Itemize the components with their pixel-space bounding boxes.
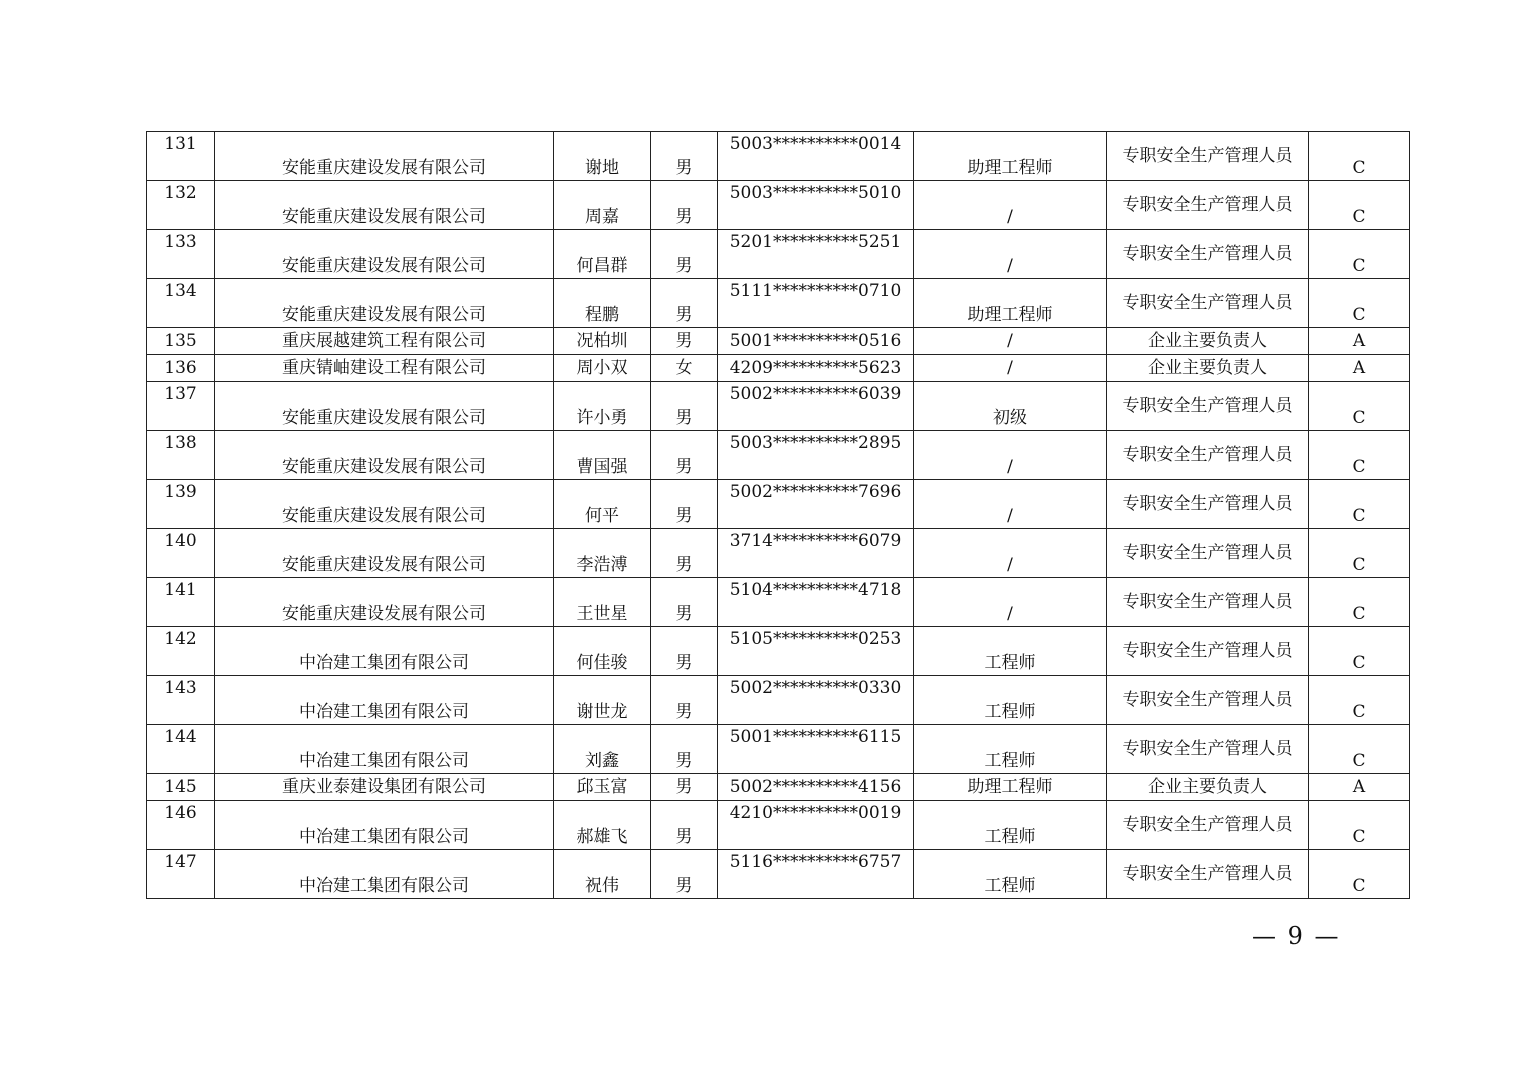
row-number-cell: 143 [147,676,215,725]
table-row [147,850,1410,899]
company-name-cell: 安能重庆建设发展有限公司 [215,230,554,279]
table-row [147,382,1410,431]
professional-title-cell: / [914,230,1107,279]
id-number-cell: 5002**********6039 [718,382,914,431]
row-number-cell: 147 [147,850,215,899]
person-name-cell: 何佳骏 [554,627,651,676]
category-grade-cell: A [1309,355,1410,382]
row-number-cell: 137 [147,382,215,431]
professional-title-cell: / [914,578,1107,627]
category-grade-cell: C [1309,676,1410,725]
position-cell: 专职安全生产管理人员 [1107,431,1309,480]
position-cell: 专职安全生产管理人员 [1107,578,1309,627]
id-number-cell: 3714**********6079 [718,529,914,578]
id-number-cell: 5104**********4718 [718,578,914,627]
category-grade-cell: A [1309,774,1410,801]
row-number-cell: 145 [147,774,215,801]
person-name-cell: 郝雄飞 [554,801,651,850]
position-cell: 专职安全生产管理人员 [1107,382,1309,431]
category-grade-cell: C [1309,431,1410,480]
position-cell: 专职安全生产管理人员 [1107,725,1309,774]
table-row [147,774,1410,801]
company-name-cell: 重庆展越建筑工程有限公司 [215,328,554,355]
company-name-cell: 安能重庆建设发展有限公司 [215,431,554,480]
table-row [147,801,1410,850]
person-name-cell: 曹国强 [554,431,651,480]
table-row [147,355,1410,382]
id-number-cell: 5001**********0516 [718,328,914,355]
position-cell: 企业主要负责人 [1107,774,1309,801]
table-row [147,181,1410,230]
position-cell: 专职安全生产管理人员 [1107,676,1309,725]
id-number-cell: 5003**********2895 [718,431,914,480]
row-number-cell: 139 [147,480,215,529]
gender-cell: 男 [651,850,718,899]
person-name-cell: 刘鑫 [554,725,651,774]
table-row [147,627,1410,676]
company-name-cell: 重庆锖岫建设工程有限公司 [215,355,554,382]
company-name-cell: 安能重庆建设发展有限公司 [215,132,554,181]
position-cell: 专职安全生产管理人员 [1107,480,1309,529]
table-row [147,578,1410,627]
id-number-cell: 5201**********5251 [718,230,914,279]
gender-cell: 男 [651,181,718,230]
category-grade-cell: C [1309,578,1410,627]
gender-cell: 男 [651,382,718,431]
professional-title-cell: / [914,431,1107,480]
professional-title-cell: / [914,529,1107,578]
id-number-cell: 5116**********6757 [718,850,914,899]
id-number-cell: 5002**********0330 [718,676,914,725]
row-number-cell: 144 [147,725,215,774]
person-name-cell: 李浩溥 [554,529,651,578]
gender-cell: 男 [651,230,718,279]
row-number-cell: 134 [147,279,215,328]
person-name-cell: 周小双 [554,355,651,382]
id-number-cell: 5003**********0014 [718,132,914,181]
table-row [147,132,1410,181]
person-name-cell: 王世星 [554,578,651,627]
gender-cell: 男 [651,725,718,774]
professional-title-cell: / [914,181,1107,230]
table-row [147,431,1410,480]
row-number-cell: 136 [147,355,215,382]
person-name-cell: 许小勇 [554,382,651,431]
row-number-cell: 138 [147,431,215,480]
company-name-cell: 安能重庆建设发展有限公司 [215,181,554,230]
professional-title-cell: / [914,480,1107,529]
gender-cell: 男 [651,279,718,328]
row-number-cell: 135 [147,328,215,355]
id-number-cell: 5111**********0710 [718,279,914,328]
professional-title-cell: / [914,355,1107,382]
professional-title-cell: 工程师 [914,627,1107,676]
company-name-cell: 中冶建工集团有限公司 [215,627,554,676]
person-name-cell: 邱玉富 [554,774,651,801]
gender-cell: 男 [651,627,718,676]
company-name-cell: 安能重庆建设发展有限公司 [215,382,554,431]
personnel-table [146,131,1410,899]
person-name-cell: 况柏圳 [554,328,651,355]
company-name-cell: 安能重庆建设发展有限公司 [215,529,554,578]
table-row [147,676,1410,725]
position-cell: 企业主要负责人 [1107,355,1309,382]
id-number-cell: 5002**********4156 [718,774,914,801]
position-cell: 企业主要负责人 [1107,328,1309,355]
table-row [147,230,1410,279]
company-name-cell: 安能重庆建设发展有限公司 [215,578,554,627]
id-number-cell: 4209**********5623 [718,355,914,382]
row-number-cell: 132 [147,181,215,230]
table-body [147,132,1410,899]
id-number-cell: 5105**********0253 [718,627,914,676]
position-cell: 专职安全生产管理人员 [1107,529,1309,578]
row-number-cell: 142 [147,627,215,676]
gender-cell: 女 [651,355,718,382]
gender-cell: 男 [651,774,718,801]
company-name-cell: 中冶建工集团有限公司 [215,801,554,850]
category-grade-cell: C [1309,480,1410,529]
category-grade-cell: C [1309,279,1410,328]
company-name-cell: 中冶建工集团有限公司 [215,676,554,725]
professional-title-cell: 工程师 [914,801,1107,850]
id-number-cell: 5003**********5010 [718,181,914,230]
gender-cell: 男 [651,529,718,578]
id-number-cell: 5001**********6115 [718,725,914,774]
professional-title-cell: 工程师 [914,725,1107,774]
professional-title-cell: 助理工程师 [914,279,1107,328]
professional-title-cell: 助理工程师 [914,774,1107,801]
category-grade-cell: C [1309,529,1410,578]
company-name-cell: 中冶建工集团有限公司 [215,725,554,774]
table-row [147,279,1410,328]
position-cell: 专职安全生产管理人员 [1107,801,1309,850]
person-name-cell: 祝伟 [554,850,651,899]
gender-cell: 男 [651,480,718,529]
person-name-cell: 谢地 [554,132,651,181]
category-grade-cell: C [1309,181,1410,230]
gender-cell: 男 [651,328,718,355]
table-row [147,529,1410,578]
gender-cell: 男 [651,801,718,850]
row-number-cell: 141 [147,578,215,627]
category-grade-cell: C [1309,627,1410,676]
company-name-cell: 中冶建工集团有限公司 [215,850,554,899]
professional-title-cell: / [914,328,1107,355]
category-grade-cell: C [1309,725,1410,774]
category-grade-cell: C [1309,850,1410,899]
row-number-cell: 140 [147,529,215,578]
professional-title-cell: 工程师 [914,850,1107,899]
position-cell: 专职安全生产管理人员 [1107,132,1309,181]
professional-title-cell: 初级 [914,382,1107,431]
position-cell: 专职安全生产管理人员 [1107,850,1309,899]
table-row [147,480,1410,529]
professional-title-cell: 助理工程师 [914,132,1107,181]
row-number-cell: 146 [147,801,215,850]
professional-title-cell: 工程师 [914,676,1107,725]
category-grade-cell: C [1309,230,1410,279]
category-grade-cell: C [1309,382,1410,431]
category-grade-cell: C [1309,132,1410,181]
category-grade-cell: C [1309,801,1410,850]
id-number-cell: 4210**********0019 [718,801,914,850]
category-grade-cell: A [1309,328,1410,355]
page-number: — 9 — [1252,922,1341,950]
gender-cell: 男 [651,578,718,627]
row-number-cell: 131 [147,132,215,181]
position-cell: 专职安全生产管理人员 [1107,627,1309,676]
company-name-cell: 安能重庆建设发展有限公司 [215,480,554,529]
position-cell: 专职安全生产管理人员 [1107,181,1309,230]
company-name-cell: 重庆业泰建设集团有限公司 [215,774,554,801]
person-name-cell: 何昌群 [554,230,651,279]
position-cell: 专职安全生产管理人员 [1107,230,1309,279]
row-number-cell: 133 [147,230,215,279]
gender-cell: 男 [651,132,718,181]
table-row [147,725,1410,774]
table-row [147,328,1410,355]
gender-cell: 男 [651,676,718,725]
position-cell: 专职安全生产管理人员 [1107,279,1309,328]
person-name-cell: 何平 [554,480,651,529]
person-name-cell: 谢世龙 [554,676,651,725]
person-name-cell: 周嘉 [554,181,651,230]
id-number-cell: 5002**********7696 [718,480,914,529]
gender-cell: 男 [651,431,718,480]
company-name-cell: 安能重庆建设发展有限公司 [215,279,554,328]
person-name-cell: 程鹏 [554,279,651,328]
